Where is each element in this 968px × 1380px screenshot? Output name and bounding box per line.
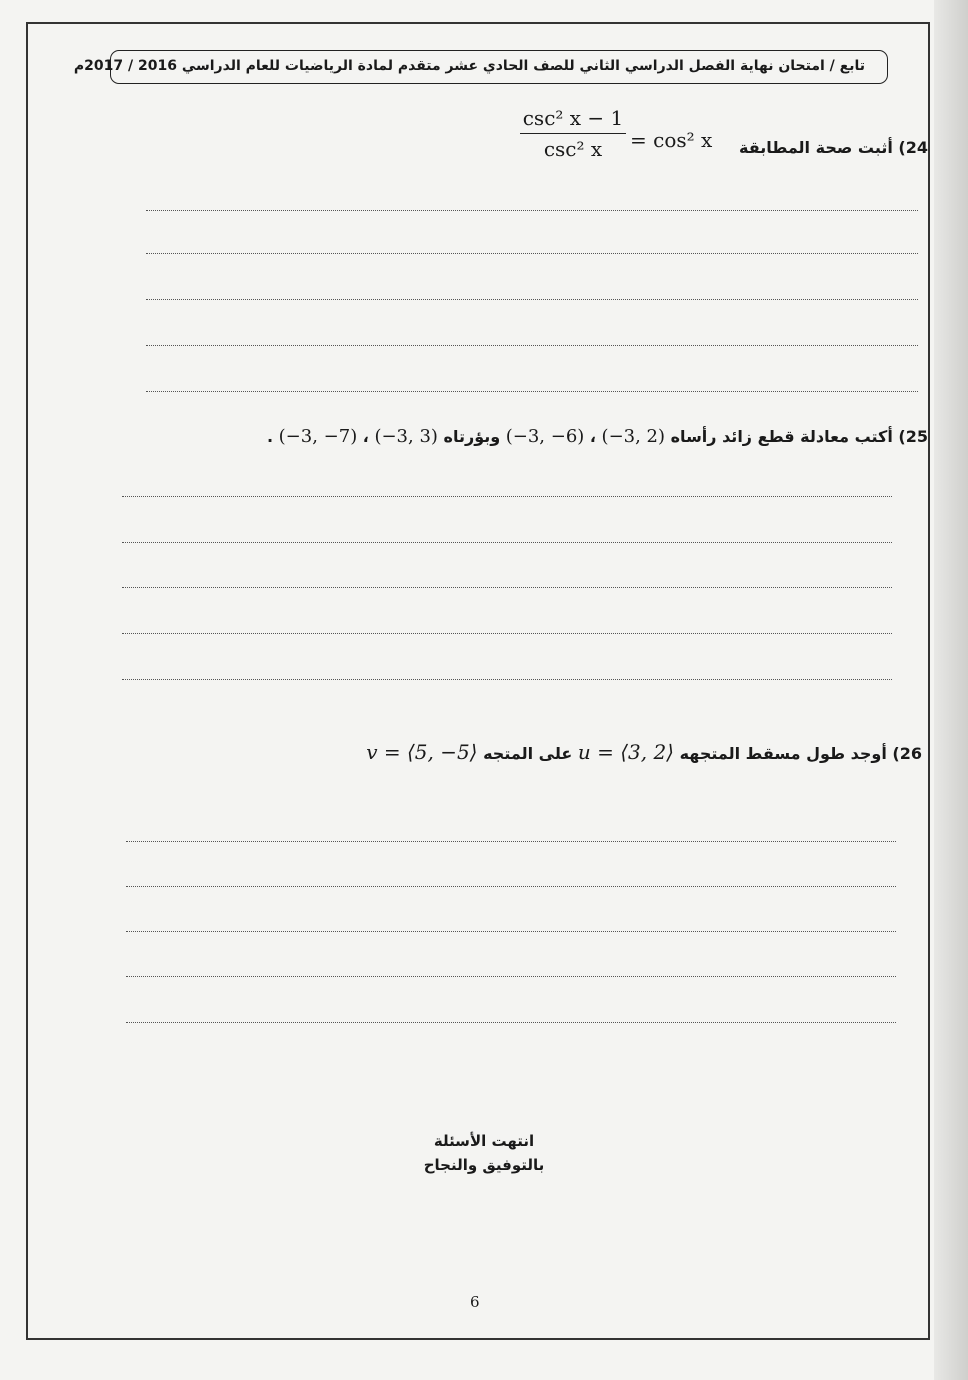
answer-line xyxy=(122,542,892,543)
page-number: 6 xyxy=(470,1293,480,1311)
end-of-questions: انتهت الأسئلة xyxy=(433,1132,535,1150)
vertex-1: (−3, −6) xyxy=(505,426,585,447)
answer-line xyxy=(146,253,918,254)
question-number: 24) xyxy=(898,138,928,157)
on-vector-label: على المتجه xyxy=(483,744,573,763)
answer-line xyxy=(146,299,918,300)
question-24 xyxy=(739,138,928,157)
question-text: أثبت صحة المطابقة xyxy=(739,138,893,157)
answer-line xyxy=(126,931,896,932)
answer-line xyxy=(146,345,918,346)
exam-header: تابع / امتحان نهاية الفصل الدراسي الثاني للصف الحادي عشر متقدم لمادة الرياضيات للعام الدراسي 2016 / 2017م xyxy=(110,50,888,84)
fraction-denominator: csc² x xyxy=(543,137,603,161)
answer-line xyxy=(122,679,892,680)
answer-line xyxy=(146,391,918,392)
question-text: أوجد طول مسقط المتجهه xyxy=(679,744,887,763)
question-text: أكتب معادلة قطع زائد رأساه xyxy=(670,427,893,446)
answer-line xyxy=(122,496,892,497)
vector-v: v = ⟨5, −5⟩ xyxy=(366,740,478,764)
answer-line xyxy=(126,886,896,887)
answer-line xyxy=(126,841,896,842)
answer-line xyxy=(122,633,892,634)
question-number: 25) xyxy=(898,427,928,446)
identity-rhs: = cos² x xyxy=(630,128,713,152)
fraction-bar xyxy=(520,133,626,134)
identity-fraction xyxy=(520,106,626,161)
answer-line xyxy=(146,210,918,211)
good-luck-message: بالتوفيق والنجاح xyxy=(423,1156,545,1174)
vector-u: u = ⟨3, 2⟩ xyxy=(577,740,674,764)
page-edge-shadow xyxy=(934,0,968,1380)
period: . xyxy=(267,427,274,446)
question-26 xyxy=(366,740,922,764)
separator: ، xyxy=(589,427,596,446)
focus-1: (−3, −7) xyxy=(278,426,358,447)
answer-line xyxy=(122,587,892,588)
vertex-2: (−3, 2) xyxy=(601,426,666,447)
question-number: 26) xyxy=(892,744,922,763)
answer-line xyxy=(126,1022,896,1023)
focus-2: (−3, 3) xyxy=(374,426,438,447)
fraction-numerator: csc² x − 1 xyxy=(522,106,624,130)
answer-line xyxy=(126,976,896,977)
separator: ، xyxy=(362,427,369,446)
question-25 xyxy=(267,426,928,447)
foci-label: وبؤرتاه xyxy=(443,427,501,446)
